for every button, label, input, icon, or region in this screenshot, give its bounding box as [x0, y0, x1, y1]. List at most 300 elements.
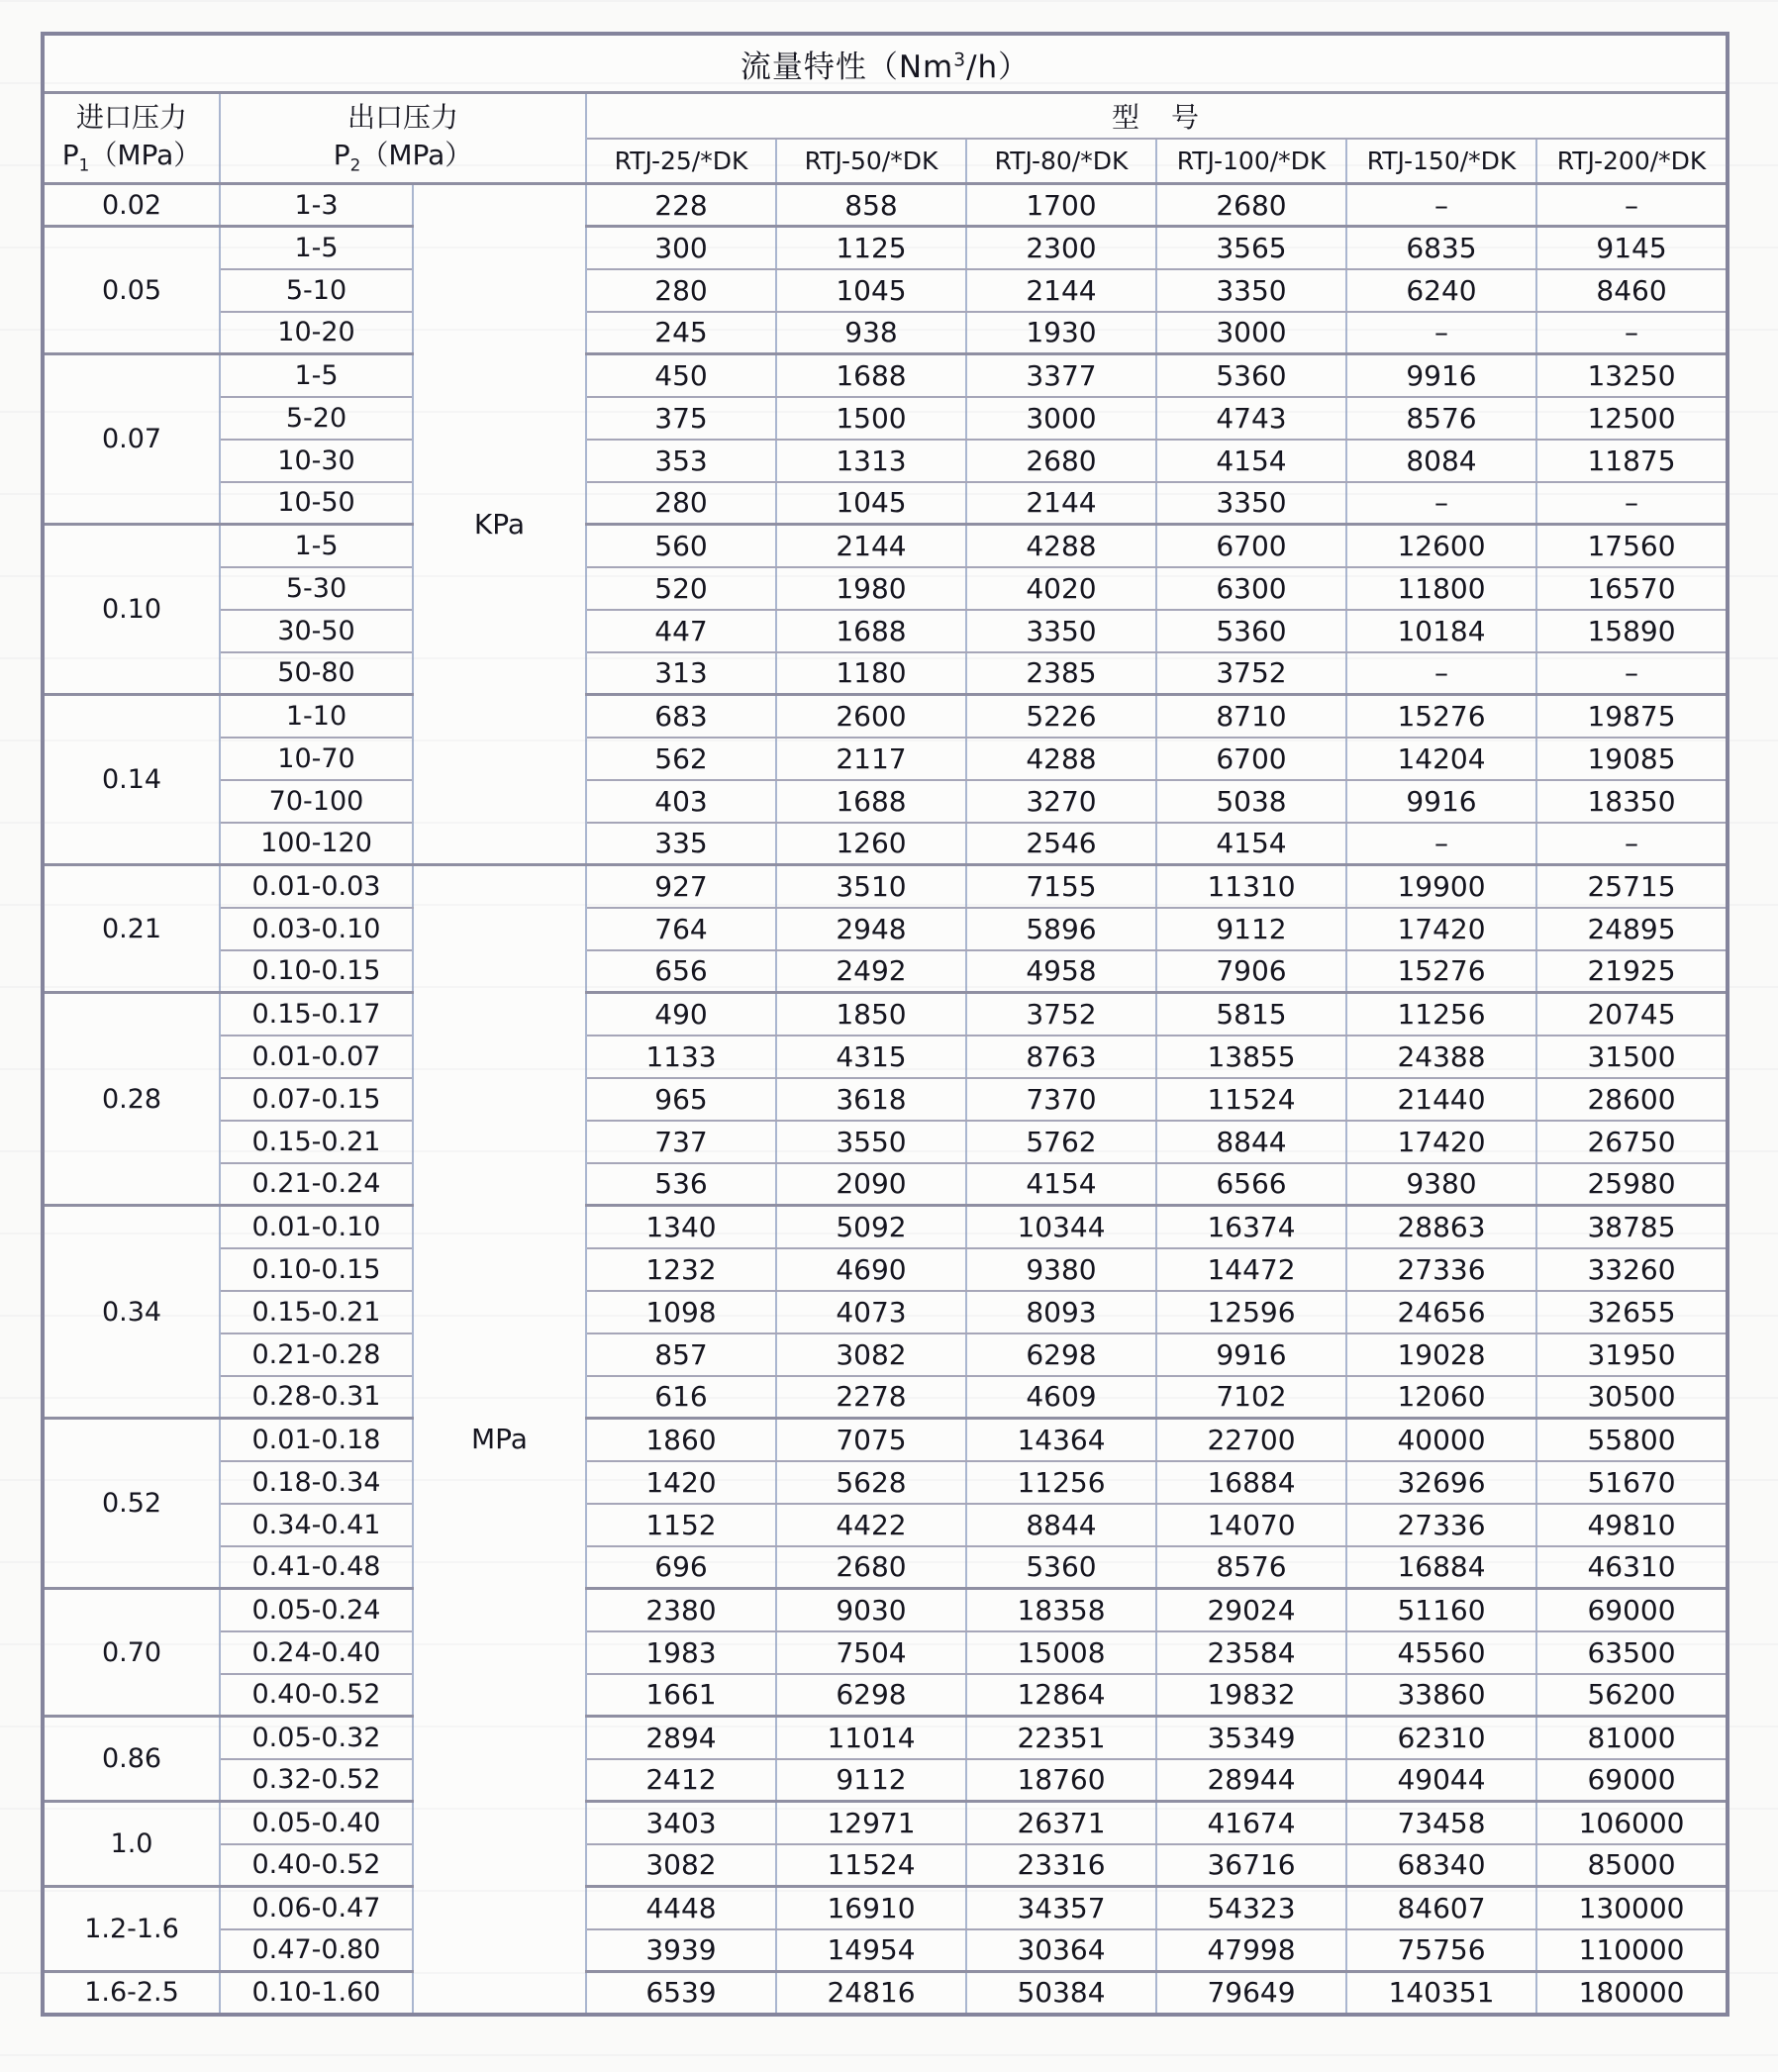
- flow-value-cell: 300: [586, 227, 776, 269]
- flow-value-cell: 12500: [1536, 397, 1728, 440]
- flow-value-cell: 14204: [1346, 738, 1536, 780]
- outlet-pressure-cell: 0.32-0.52: [220, 1759, 413, 1802]
- flow-value-cell: 28863: [1346, 1206, 1536, 1248]
- flow-value-cell: 7504: [776, 1631, 966, 1674]
- flow-value-cell: –: [1536, 184, 1728, 227]
- table-row: [43, 1929, 1728, 1972]
- pressure-unit-cell: MPa: [413, 865, 586, 2015]
- outlet-pressure-cell: 1-3: [220, 184, 413, 227]
- flow-value-cell: 353: [586, 440, 776, 482]
- flow-value-cell: 9380: [1346, 1163, 1536, 1206]
- flow-value-cell: 35349: [1156, 1717, 1346, 1759]
- flow-value-cell: 27336: [1346, 1248, 1536, 1291]
- outlet-pressure-cell: 1-10: [220, 695, 413, 738]
- flow-value-cell: 683: [586, 695, 776, 738]
- inlet-pressure-header: [43, 93, 220, 184]
- flow-value-cell: 3000: [966, 397, 1156, 440]
- flow-value-cell: 16884: [1346, 1546, 1536, 1589]
- flow-value-cell: 11256: [966, 1461, 1156, 1504]
- flow-value-cell: 3618: [776, 1078, 966, 1121]
- flow-value-cell: 4690: [776, 1248, 966, 1291]
- outlet-pressure-cell: 0.06-0.47: [220, 1887, 413, 1929]
- flow-value-cell: 32696: [1346, 1461, 1536, 1504]
- outlet-pressure-cell: 10-20: [220, 312, 413, 354]
- flow-value-cell: 560: [586, 525, 776, 567]
- flow-value-cell: 450: [586, 354, 776, 397]
- table-row: [43, 184, 1728, 227]
- flow-value-cell: 14954: [776, 1929, 966, 1972]
- flow-value-cell: 737: [586, 1121, 776, 1163]
- outlet-pressure-cell: 10-30: [220, 440, 413, 482]
- outlet-pressure-cell: 70-100: [220, 780, 413, 823]
- flow-value-cell: 5360: [966, 1546, 1156, 1589]
- flow-value-cell: 8576: [1156, 1546, 1346, 1589]
- flow-value-cell: 12600: [1346, 525, 1536, 567]
- flow-value-cell: 6300: [1156, 567, 1346, 610]
- flow-value-cell: 2948: [776, 908, 966, 950]
- flow-value-cell: 29024: [1156, 1589, 1346, 1631]
- flow-value-cell: 19900: [1346, 865, 1536, 908]
- flow-value-cell: 106000: [1536, 1802, 1728, 1844]
- flow-value-cell: 9112: [776, 1759, 966, 1802]
- flow-value-cell: 22351: [966, 1717, 1156, 1759]
- pressure-unit-cell: KPa: [413, 184, 586, 865]
- flow-value-cell: 3510: [776, 865, 966, 908]
- flow-value-cell: 4154: [1156, 823, 1346, 865]
- flow-value-cell: 1420: [586, 1461, 776, 1504]
- flow-value-cell: 33260: [1536, 1248, 1728, 1291]
- flow-value-cell: 1180: [776, 652, 966, 695]
- table-header: [43, 34, 1728, 184]
- table-row: [43, 1121, 1728, 1163]
- table-row: [43, 354, 1728, 397]
- flow-value-cell: 7370: [966, 1078, 1156, 1121]
- outlet-pressure-header: [220, 93, 586, 184]
- flow-value-cell: 40000: [1346, 1419, 1536, 1461]
- flow-value-cell: 11014: [776, 1717, 966, 1759]
- flow-value-cell: –: [1536, 823, 1728, 865]
- flow-value-cell: 56200: [1536, 1674, 1728, 1717]
- flow-value-cell: 1313: [776, 440, 966, 482]
- flow-value-cell: 6700: [1156, 738, 1346, 780]
- outlet-pressure-cell: 0.03-0.10: [220, 908, 413, 950]
- flow-value-cell: 12971: [776, 1802, 966, 1844]
- flow-value-cell: 81000: [1536, 1717, 1728, 1759]
- flow-value-cell: 18760: [966, 1759, 1156, 1802]
- table-row: [43, 440, 1728, 482]
- flow-value-cell: 2600: [776, 695, 966, 738]
- flow-value-cell: 228: [586, 184, 776, 227]
- flow-value-cell: 2680: [966, 440, 1156, 482]
- outlet-pressure-cell: 0.05-0.24: [220, 1589, 413, 1631]
- flow-value-cell: 69000: [1536, 1759, 1728, 1802]
- inlet-pressure-cell: 0.21: [43, 865, 220, 993]
- table-row: [43, 269, 1728, 312]
- table-row: [43, 1163, 1728, 1206]
- flow-value-cell: 26371: [966, 1802, 1156, 1844]
- outlet-pressure-cell: 0.10-1.60: [220, 1972, 413, 2015]
- flow-value-cell: 656: [586, 950, 776, 993]
- flow-value-cell: 23316: [966, 1844, 1156, 1887]
- flow-value-cell: 2300: [966, 227, 1156, 269]
- table-row: [43, 1291, 1728, 1333]
- flow-value-cell: 3350: [966, 610, 1156, 652]
- flow-value-cell: –: [1346, 184, 1536, 227]
- table-row: [43, 1036, 1728, 1078]
- flow-value-cell: 8844: [1156, 1121, 1346, 1163]
- flow-value-cell: 1980: [776, 567, 966, 610]
- outlet-pressure-cell: 0.18-0.34: [220, 1461, 413, 1504]
- flow-value-cell: 5360: [1156, 610, 1346, 652]
- flow-value-cell: 3752: [1156, 652, 1346, 695]
- flow-value-cell: 2385: [966, 652, 1156, 695]
- flow-value-cell: 1930: [966, 312, 1156, 354]
- flow-value-cell: 3350: [1156, 482, 1346, 525]
- flow-value-cell: 20745: [1536, 993, 1728, 1036]
- flow-value-cell: 2144: [776, 525, 966, 567]
- flow-value-cell: 46310: [1536, 1546, 1728, 1589]
- flow-value-cell: 4743: [1156, 397, 1346, 440]
- flow-value-cell: 5092: [776, 1206, 966, 1248]
- flow-value-cell: 21440: [1346, 1078, 1536, 1121]
- table-row: [43, 1759, 1728, 1802]
- flow-value-cell: 2380: [586, 1589, 776, 1631]
- flow-value-cell: 1125: [776, 227, 966, 269]
- flow-value-cell: 15008: [966, 1631, 1156, 1674]
- flow-value-cell: 16570: [1536, 567, 1728, 610]
- table-row: [43, 482, 1728, 525]
- flow-value-cell: 84607: [1346, 1887, 1536, 1929]
- model-group-header: 型 号: [586, 93, 1728, 139]
- flow-value-cell: 8576: [1346, 397, 1536, 440]
- flow-value-cell: 3082: [776, 1333, 966, 1376]
- flow-value-cell: –: [1346, 312, 1536, 354]
- flow-value-cell: 6566: [1156, 1163, 1346, 1206]
- flow-value-cell: –: [1346, 652, 1536, 695]
- flow-value-cell: 1700: [966, 184, 1156, 227]
- model-header-rtj150: RTJ-150/*DK: [1346, 139, 1536, 184]
- flow-value-cell: 490: [586, 993, 776, 1036]
- flow-value-cell: 75756: [1346, 1929, 1536, 1972]
- flow-value-cell: 11310: [1156, 865, 1346, 908]
- table-row: [43, 823, 1728, 865]
- flow-value-cell: 11524: [1156, 1078, 1346, 1121]
- flow-value-cell: 245: [586, 312, 776, 354]
- flow-value-cell: 8710: [1156, 695, 1346, 738]
- inlet-pressure-symbol: $P_1(MPa)$: [61, 139, 202, 175]
- outlet-pressure-cell: 30-50: [220, 610, 413, 652]
- table-row: [43, 652, 1728, 695]
- flow-value-cell: 313: [586, 652, 776, 695]
- flow-value-cell: 2546: [966, 823, 1156, 865]
- flow-value-cell: 536: [586, 1163, 776, 1206]
- table-row: [43, 397, 1728, 440]
- outlet-pressure-cell: 0.01-0.18: [220, 1419, 413, 1461]
- header-row: [43, 93, 1728, 139]
- table-row: [43, 1461, 1728, 1504]
- flow-value-cell: 403: [586, 780, 776, 823]
- flow-value-cell: 280: [586, 482, 776, 525]
- flow-value-cell: 6298: [776, 1674, 966, 1717]
- table-row: [43, 227, 1728, 269]
- flow-value-cell: –: [1346, 823, 1536, 865]
- flow-value-cell: 41674: [1156, 1802, 1346, 1844]
- flow-value-cell: 68340: [1346, 1844, 1536, 1887]
- outlet-pressure-cell: 5-10: [220, 269, 413, 312]
- flow-value-cell: 7155: [966, 865, 1156, 908]
- inlet-pressure-cell: 1.6-2.5: [43, 1972, 220, 2015]
- flow-value-cell: 2090: [776, 1163, 966, 1206]
- flow-value-cell: 9112: [1156, 908, 1346, 950]
- flow-value-cell: 2144: [966, 482, 1156, 525]
- flow-value-cell: 4154: [966, 1163, 1156, 1206]
- outlet-pressure-cell: 1-5: [220, 354, 413, 397]
- flow-value-cell: 4288: [966, 738, 1156, 780]
- outlet-pressure-cell: 0.40-0.52: [220, 1844, 413, 1887]
- flow-value-cell: 1260: [776, 823, 966, 865]
- flow-value-cell: 6835: [1346, 227, 1536, 269]
- outlet-pressure-cell: 0.05-0.40: [220, 1802, 413, 1844]
- flow-value-cell: 23584: [1156, 1631, 1346, 1674]
- flow-value-cell: 27336: [1346, 1504, 1536, 1546]
- flow-value-cell: 50384: [966, 1972, 1156, 2015]
- flow-value-cell: 28600: [1536, 1078, 1728, 1121]
- flow-characteristics-table: [41, 32, 1729, 2017]
- table-row: [43, 525, 1728, 567]
- flow-value-cell: 5762: [966, 1121, 1156, 1163]
- flow-value-cell: 5628: [776, 1461, 966, 1504]
- flow-value-cell: 4020: [966, 567, 1156, 610]
- flow-value-cell: 45560: [1346, 1631, 1536, 1674]
- flow-value-cell: 696: [586, 1546, 776, 1589]
- flow-value-cell: 14364: [966, 1419, 1156, 1461]
- flow-value-cell: 34357: [966, 1887, 1156, 1929]
- flow-value-cell: 9916: [1346, 354, 1536, 397]
- flow-value-cell: 2894: [586, 1717, 776, 1759]
- flow-value-cell: 55800: [1536, 1419, 1728, 1461]
- table-title: 流量特性（Nm$^3$/h）: [43, 34, 1728, 93]
- flow-value-cell: 16910: [776, 1887, 966, 1929]
- flow-value-cell: 11524: [776, 1844, 966, 1887]
- table-row: [43, 1589, 1728, 1631]
- flow-value-cell: 7906: [1156, 950, 1346, 993]
- flow-value-cell: 562: [586, 738, 776, 780]
- flow-value-cell: 857: [586, 1333, 776, 1376]
- flow-value-cell: 1850: [776, 993, 966, 1036]
- flow-value-cell: 28944: [1156, 1759, 1346, 1802]
- flow-value-cell: 1098: [586, 1291, 776, 1333]
- flow-value-cell: 49810: [1536, 1504, 1728, 1546]
- flow-value-cell: 25980: [1536, 1163, 1728, 1206]
- flow-value-cell: 19028: [1346, 1333, 1536, 1376]
- outlet-pressure-cell: 0.41-0.48: [220, 1546, 413, 1589]
- table-row: [43, 1844, 1728, 1887]
- flow-value-cell: 17560: [1536, 525, 1728, 567]
- inlet-pressure-cell: 0.70: [43, 1589, 220, 1717]
- table-row: [43, 1674, 1728, 1717]
- table-row: [43, 780, 1728, 823]
- flow-value-cell: 3270: [966, 780, 1156, 823]
- table-row: [43, 1206, 1728, 1248]
- table-row: [43, 993, 1728, 1036]
- table-row: [43, 1887, 1728, 1929]
- flow-value-cell: 51670: [1536, 1461, 1728, 1504]
- flow-value-cell: 4315: [776, 1036, 966, 1078]
- inlet-pressure-cell: 0.02: [43, 184, 220, 227]
- flow-value-cell: 8093: [966, 1291, 1156, 1333]
- flow-value-cell: 616: [586, 1376, 776, 1419]
- outlet-pressure-cell: 0.21-0.24: [220, 1163, 413, 1206]
- flow-value-cell: 1152: [586, 1504, 776, 1546]
- flow-value-cell: 31950: [1536, 1333, 1728, 1376]
- flow-value-cell: 2680: [776, 1546, 966, 1589]
- flow-value-cell: 24816: [776, 1972, 966, 2015]
- flow-value-cell: 12864: [966, 1674, 1156, 1717]
- outlet-pressure-cell: 0.24-0.40: [220, 1631, 413, 1674]
- flow-value-cell: 938: [776, 312, 966, 354]
- table-row: [43, 1802, 1728, 1844]
- flow-value-cell: 33860: [1346, 1674, 1536, 1717]
- flow-value-cell: 62310: [1346, 1717, 1536, 1759]
- title-superscript: 3: [953, 49, 967, 71]
- flow-value-cell: 9145: [1536, 227, 1728, 269]
- flow-value-cell: 6700: [1156, 525, 1346, 567]
- flow-value-cell: 4154: [1156, 440, 1346, 482]
- inlet-pressure-cell: 0.14: [43, 695, 220, 865]
- outlet-pressure-cell: 10-50: [220, 482, 413, 525]
- outlet-pressure-cell: 5-30: [220, 567, 413, 610]
- flow-value-cell: 1340: [586, 1206, 776, 1248]
- flow-value-cell: 140351: [1346, 1972, 1536, 2015]
- flow-value-cell: 30500: [1536, 1376, 1728, 1419]
- flow-value-cell: 26750: [1536, 1121, 1728, 1163]
- outlet-pressure-cell: 1-5: [220, 227, 413, 269]
- outlet-pressure-cell: 0.40-0.52: [220, 1674, 413, 1717]
- flow-value-cell: 4958: [966, 950, 1156, 993]
- flow-value-cell: 1133: [586, 1036, 776, 1078]
- flow-value-cell: 24656: [1346, 1291, 1536, 1333]
- flow-value-cell: 24388: [1346, 1036, 1536, 1078]
- flow-value-cell: 21925: [1536, 950, 1728, 993]
- outlet-pressure-cell: 0.10-0.15: [220, 950, 413, 993]
- outlet-pressure-cell: 0.05-0.32: [220, 1717, 413, 1759]
- outlet-pressure-cell: 0.01-0.10: [220, 1206, 413, 1248]
- flow-value-cell: 1045: [776, 269, 966, 312]
- flow-value-cell: 3752: [966, 993, 1156, 1036]
- table-row: [43, 1333, 1728, 1376]
- table-row: [43, 1078, 1728, 1121]
- flow-value-cell: 1860: [586, 1419, 776, 1461]
- inlet-pressure-cell: 0.07: [43, 354, 220, 525]
- flow-value-cell: 3939: [586, 1929, 776, 1972]
- inlet-pressure-cell: 1.2-1.6: [43, 1887, 220, 1972]
- outlet-pressure-cell: 10-70: [220, 738, 413, 780]
- flow-value-cell: 54323: [1156, 1887, 1346, 1929]
- outlet-pressure-cell: 0.47-0.80: [220, 1929, 413, 1972]
- flow-value-cell: 12060: [1346, 1376, 1536, 1419]
- flow-value-cell: 6240: [1346, 269, 1536, 312]
- flow-value-cell: 47998: [1156, 1929, 1346, 1972]
- flow-value-cell: 10184: [1346, 610, 1536, 652]
- flow-value-cell: 6298: [966, 1333, 1156, 1376]
- flow-value-cell: 22700: [1156, 1419, 1346, 1461]
- flow-value-cell: –: [1536, 652, 1728, 695]
- flow-value-cell: 19832: [1156, 1674, 1346, 1717]
- outlet-pressure-cell: 0.07-0.15: [220, 1078, 413, 1121]
- flow-value-cell: 4288: [966, 525, 1156, 567]
- flow-value-cell: –: [1536, 312, 1728, 354]
- flow-value-cell: 9030: [776, 1589, 966, 1631]
- flow-value-cell: 1688: [776, 610, 966, 652]
- flow-value-cell: 4609: [966, 1376, 1156, 1419]
- flow-value-cell: 3550: [776, 1121, 966, 1163]
- outlet-pressure-cell: 0.01-0.07: [220, 1036, 413, 1078]
- flow-value-cell: 1500: [776, 397, 966, 440]
- flow-value-cell: 1688: [776, 780, 966, 823]
- flow-value-cell: 49044: [1346, 1759, 1536, 1802]
- flow-value-cell: 11875: [1536, 440, 1728, 482]
- outlet-pressure-cell: 100-120: [220, 823, 413, 865]
- flow-value-cell: 1983: [586, 1631, 776, 1674]
- flow-value-cell: 2278: [776, 1376, 966, 1419]
- outlet-pressure-cell: 0.01-0.03: [220, 865, 413, 908]
- flow-value-cell: 3565: [1156, 227, 1346, 269]
- flow-value-cell: 4448: [586, 1887, 776, 1929]
- flow-value-cell: 14070: [1156, 1504, 1346, 1546]
- table-row: [43, 1546, 1728, 1589]
- flow-value-cell: 8460: [1536, 269, 1728, 312]
- flow-value-cell: 69000: [1536, 1589, 1728, 1631]
- table-row: [43, 1248, 1728, 1291]
- flow-value-cell: 130000: [1536, 1887, 1728, 1929]
- flow-value-cell: 7075: [776, 1419, 966, 1461]
- flow-value-cell: 15276: [1346, 695, 1536, 738]
- flow-value-cell: 3000: [1156, 312, 1346, 354]
- flow-value-cell: 6539: [586, 1972, 776, 2015]
- table-row: [43, 1717, 1728, 1759]
- inlet-pressure-cell: 0.05: [43, 227, 220, 354]
- table-row: [43, 1972, 1728, 2015]
- flow-value-cell: 24895: [1536, 908, 1728, 950]
- flow-value-cell: 5896: [966, 908, 1156, 950]
- table-row: [43, 695, 1728, 738]
- flow-value-cell: 7102: [1156, 1376, 1346, 1419]
- flow-value-cell: 8844: [966, 1504, 1156, 1546]
- flow-value-cell: 79649: [1156, 1972, 1346, 2015]
- inlet-pressure-cell: 0.10: [43, 525, 220, 695]
- model-header-rtj100: RTJ-100/*DK: [1156, 139, 1346, 184]
- model-header-rtj80: RTJ-80/*DK: [966, 139, 1156, 184]
- flow-value-cell: 13855: [1156, 1036, 1346, 1078]
- flow-value-cell: 5360: [1156, 354, 1346, 397]
- flow-value-cell: –: [1536, 482, 1728, 525]
- table-row: [43, 1419, 1728, 1461]
- flow-value-cell: 10344: [966, 1206, 1156, 1248]
- outlet-pressure-cell: 0.21-0.28: [220, 1333, 413, 1376]
- flow-value-cell: 180000: [1536, 1972, 1728, 2015]
- table-row: [43, 1631, 1728, 1674]
- outlet-pressure-cell: 0.28-0.31: [220, 1376, 413, 1419]
- flow-value-cell: 335: [586, 823, 776, 865]
- flow-value-cell: 927: [586, 865, 776, 908]
- inlet-pressure-cell: 0.52: [43, 1419, 220, 1589]
- outlet-pressure-cell: 0.34-0.41: [220, 1504, 413, 1546]
- flow-value-cell: 9916: [1346, 780, 1536, 823]
- flow-value-cell: 11256: [1346, 993, 1536, 1036]
- flow-value-cell: 17420: [1346, 1121, 1536, 1163]
- flow-value-cell: 2117: [776, 738, 966, 780]
- flow-value-cell: 4073: [776, 1291, 966, 1333]
